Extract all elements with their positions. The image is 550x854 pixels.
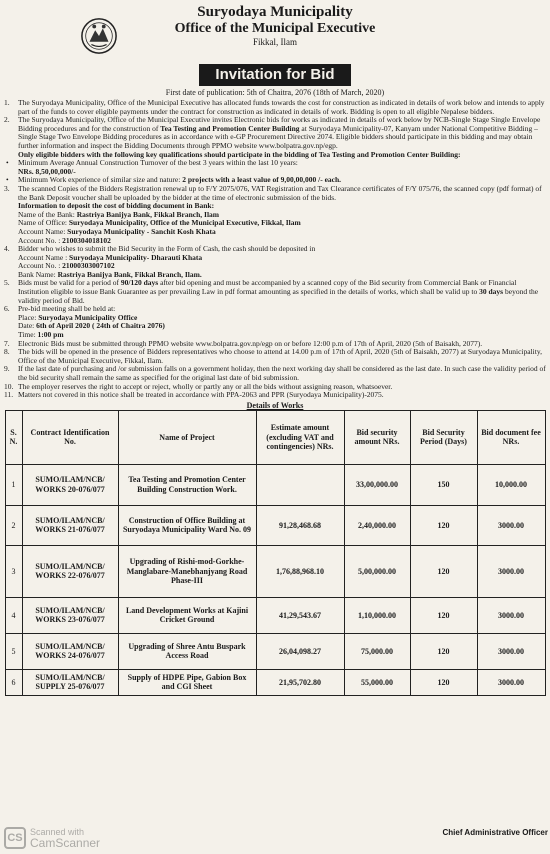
field-value: Suryodaya Municipality Office <box>38 312 138 322</box>
cell-period: 120 <box>410 597 477 633</box>
table-row <box>5 464 545 505</box>
works-table <box>5 410 546 696</box>
bullet-icon: • <box>6 158 9 168</box>
cell-estimate <box>256 464 344 505</box>
bullet-text <box>18 159 546 176</box>
signatory-title: Chief Administrative Officer <box>442 828 548 837</box>
cell-period: 120 <box>410 505 477 545</box>
cell-estimate: 26,04,098.27 <box>256 633 344 669</box>
clause-3 <box>4 185 546 202</box>
cell-period: 120 <box>410 669 477 695</box>
cell-sn: 4 <box>5 597 22 633</box>
cell-contract-id: SUMO/ILAM/NCB/ WORKS 21-076/077 <box>22 505 118 545</box>
clause-number: 4. <box>4 244 10 254</box>
camscanner-logo-icon: CS <box>4 827 26 849</box>
clause-9 <box>4 365 546 382</box>
cell-security: 1,10,000.00 <box>344 597 410 633</box>
bullet-value: NRs. 8,50,00,000/- <box>18 166 76 176</box>
watermark-text <box>30 827 100 849</box>
clause-text: If the last date of purchasing and /or submission falls on a government holiday, then the next working day shall be considered as the last date. In such case the validity period of the bid security shall remain the same as specified for the original last date of bid submission. <box>18 364 546 382</box>
cell-security: 55,000.00 <box>344 669 410 695</box>
clause-6 <box>4 305 546 339</box>
nepal-emblem-icon <box>80 17 118 55</box>
cell-estimate: 41,29,543.67 <box>256 597 344 633</box>
cell-estimate: 91,28,468.68 <box>256 505 344 545</box>
notice-footer <box>0 824 550 854</box>
field-label: Account Name : <box>18 252 70 262</box>
clause-text: The Suryodaya Municipality, Office of the Municipal Executive has allocated funds towards the cost for construction as indicated in details of work below and intends to apply part of the funds to cover eligible payments under the contract for construction as indicated in details of work. Bidding is open to all eligible Nepalese bidders. <box>18 98 545 116</box>
cell-sn: 2 <box>5 505 22 545</box>
cell-period: 150 <box>410 464 477 505</box>
field-label: Name of the Bank: <box>18 209 77 219</box>
notice-header <box>4 3 546 63</box>
clause-number: 8. <box>4 347 10 357</box>
table-row <box>5 545 545 597</box>
cell-project: Tea Testing and Promotion Center Building Construction Work. <box>118 464 256 505</box>
column-header: Bid security amount NRs. <box>344 410 410 464</box>
clause-number: 5. <box>4 278 10 288</box>
cash-deposit-info <box>4 254 546 280</box>
cell-estimate: 21,95,702.80 <box>256 669 344 695</box>
clause-number: 2. <box>4 115 10 125</box>
bullet-label: Minimum Work experience of similar size and nature: <box>18 175 183 185</box>
cell-security: 5,00,000.00 <box>344 545 410 597</box>
clause-text: Electronic Bids must be submitted through PPMO website www.bolpatra.gov.np/egp on or before 12:00 p.m of 17th of April, 2020 (5th of Baisakh, 2077). <box>18 338 483 348</box>
clause-number: 1. <box>4 98 10 107</box>
clause-2 <box>4 116 546 150</box>
column-header: Name of Project <box>118 410 256 464</box>
cell-security: 33,00,000.00 <box>344 464 410 505</box>
cell-sn: 5 <box>5 633 22 669</box>
clause-8 <box>4 348 546 365</box>
table-row <box>5 669 545 695</box>
publication-date: First date of publication: 5th of Chaitra, 2076 (18th of March, 2020) <box>165 88 385 97</box>
field-value: 2100304018102 <box>62 235 111 245</box>
clause-text: Bidder who wishes to submit the Bid Security in the Form of Cash, the cash should be deposited in <box>18 244 316 254</box>
clause-5 <box>4 279 546 305</box>
watermark-line: CamScanner <box>30 836 101 850</box>
clause-text: The employer reserves the right to accept or reject, wholly or partly any or all the bids without assigning reason, whatsoever. <box>18 381 393 391</box>
project-highlight: Tea Testing and Promotion Center Building <box>160 123 300 133</box>
field-label: Date: <box>18 321 37 331</box>
cell-contract-id: SUMO/ILAM/NCB/ WORKS 20-076/077 <box>22 464 118 505</box>
column-header: Contract Identification No. <box>22 410 118 464</box>
field-label: Time: <box>18 330 38 340</box>
bullet-icon: • <box>6 175 9 185</box>
field-value: Rastriya Banijya Bank, Fikkal Branch, Ilam <box>76 209 220 219</box>
clause-1 <box>4 99 546 116</box>
column-header: Bid Security Period (Days) <box>410 410 477 464</box>
clause-text-part: beyond the validity period of Bid. <box>18 287 539 305</box>
cell-estimate: 1,76,88,968.10 <box>256 545 344 597</box>
table-row <box>5 597 545 633</box>
cell-fee: 3000.00 <box>477 633 545 669</box>
field-value: Rastriya Banijya Bank, Fikkal Branch, Ilam. <box>57 269 202 279</box>
notice-title: Invitation for Bid <box>199 64 351 86</box>
clause-text-part: Pre-bid meeting shall be held at: <box>18 304 116 314</box>
clause-text-part: at Suryodaya Municipality-07, Kanyam under National Competitive Bidding – Single Stage Two Envelope Bidding procedures as in accordance with e-GP Procurement Directive 2074. Eligible bidders should participate in this bidding and may obtain further information and inspect the Bidding Documents through PPMO website www.bolpatra.gov.np/egp. <box>18 123 538 150</box>
office-name: Office of the Municipal Executive <box>174 21 376 36</box>
field-label: Account No. : <box>18 235 63 245</box>
notice-body <box>4 99 546 400</box>
clause-number: 10. <box>4 381 14 391</box>
table-row <box>5 505 545 545</box>
clause-text-part: The Suryodaya Municipality, Office of the Municipal Executive invites Electronic bids for works as indicated in details of work below by NCB-Single Stage Single Envelope Bidding procedures and for the construction of <box>18 115 541 133</box>
cell-sn: 1 <box>5 464 22 505</box>
table-header-row <box>5 410 545 464</box>
field-value: Suryodaya Municipality- Dharauti Khata <box>69 252 203 262</box>
cell-fee: 3000.00 <box>477 669 545 695</box>
clause-number: 7. <box>4 338 10 348</box>
field-value: 21000303007102 <box>62 261 115 271</box>
table-row <box>5 633 545 669</box>
cell-project: Upgrading of Rishi-mod-Gorkhe-Manglabare-Manebhanjyang Road Phase-III <box>118 545 256 597</box>
works-table-title: Details of Works <box>246 400 304 410</box>
clause-highlight: 90/120 days <box>120 278 159 288</box>
clause-highlight: 30 days <box>479 287 504 297</box>
field-value: Suryodaya Municipality, Office of the Municipal Executive, Fikkal, Ilam <box>68 218 301 228</box>
qualification-text: Only eligible bidders with the following key qualifications should participate in the bidding of Tea Testing and Promotion Center Building: <box>18 149 461 159</box>
clause-text <box>18 116 546 150</box>
field-label: Account No. : <box>18 261 63 271</box>
clause-number: 3. <box>4 183 10 193</box>
cell-contract-id: SUMO/ILAM/NCB/ SUPPLY 25-076/077 <box>22 669 118 695</box>
cell-project: Land Development Works at Kajini Cricket Ground <box>118 597 256 633</box>
cell-period: 120 <box>410 545 477 597</box>
cell-project: Supply of HDPE Pipe, Gabion Box and CGI Sheet <box>118 669 256 695</box>
clause-text: The bids will be opened in the presence of Bidders representatives who choose to attend at 14.00 p.m of 17th of April, 2020 (5th of Baisakh, 2077) at Suryodaya Municipality, Office of the Municipal Executive, Fikkal, Ilam. <box>18 347 542 365</box>
field-value: 1:00 pm <box>37 330 64 340</box>
cell-security: 2,40,000.00 <box>344 505 410 545</box>
bank-info <box>4 202 546 245</box>
cell-contract-id: SUMO/ILAM/NCB/ WORKS 23-076/077 <box>22 597 118 633</box>
field-value: Suryodaya Municipality - Sanchit Kosh Khata <box>67 226 216 236</box>
field-label: Bank Name: <box>18 269 58 279</box>
cell-fee: 3000.00 <box>477 505 545 545</box>
cell-period: 120 <box>410 633 477 669</box>
cell-sn: 3 <box>5 545 22 597</box>
qualification-bullet-1 <box>4 159 546 176</box>
office-location: Fikkal, Ilam <box>253 37 297 47</box>
cell-fee: 10,000.00 <box>477 464 545 505</box>
clause-text: The scanned Copies of the Bidders Registration renewal up to F/Y 2075/076, VAT Registration and Tax Clearance certificates of F/Y 075/76, the scanned copy (pdf format) of the Bank Deposit voucher shall be uploaded by the bidder at the time of electronic submission of the bids. <box>18 183 542 202</box>
field-label: Name of Office: <box>18 218 69 228</box>
clause-text-part: after bid opening and must be accompanied by a scanned copy of the Bid security from Commercial Bank or Financial Institution eligible to issue Bank Guarantee as per prevailing Law in pdf format amounting as specified in the details of works, which shall be valid up to <box>18 278 517 297</box>
clause-text <box>18 279 546 305</box>
column-header: Estimate amount (excluding VAT and contingencies) NRs. <box>256 410 344 464</box>
cell-fee: 3000.00 <box>477 597 545 633</box>
column-header: Bid document fee NRs. <box>477 410 545 464</box>
clause-text-part: Bids must be valid for a period of <box>18 278 121 288</box>
clause-number: 11. <box>4 390 14 400</box>
bullet-value: 2 projects with a least value of 9,00,00,000 /- each. <box>182 175 342 185</box>
cell-security: 75,000.00 <box>344 633 410 669</box>
field-label: Place: <box>18 312 39 322</box>
cell-contract-id: SUMO/ILAM/NCB/ WORKS 24-076/077 <box>22 633 118 669</box>
clause-text: Matters not covered in this notice shall be treated in accordance with PPA-2063 and PPR (Suryodaya Municipality)-2075. <box>18 390 384 400</box>
watermark-line: Scanned with <box>30 827 85 837</box>
municipality-name: Suryodaya Municipality <box>197 4 353 20</box>
cell-fee: 3000.00 <box>477 545 545 597</box>
cell-project: Construction of Office Building at Suryodaya Municipality Ward No. 09 <box>118 505 256 545</box>
cell-contract-id: SUMO/ILAM/NCB/ WORKS 22-076/077 <box>22 545 118 597</box>
clause-11 <box>4 391 546 400</box>
cell-sn: 6 <box>5 669 22 695</box>
cell-project: Upgrading of Shree Antu Buspark Access Road <box>118 633 256 669</box>
column-header: S. N. <box>5 410 22 464</box>
field-value: 6th of April 2020 ( 24th of Chaitra 2076) <box>36 321 165 331</box>
camscanner-watermark <box>4 824 100 852</box>
bank-info-heading: Information to deposit the cost of bidding document in Bank: <box>18 201 215 211</box>
clause-number: 6. <box>4 304 10 314</box>
bullet-label: Minimum Average Annual Construction Turnover of the best 3 years within the last 10 years: <box>18 158 298 168</box>
clause-number: 9. <box>4 364 10 374</box>
field-label: Account Name: <box>18 226 68 236</box>
clause-text <box>18 305 546 339</box>
